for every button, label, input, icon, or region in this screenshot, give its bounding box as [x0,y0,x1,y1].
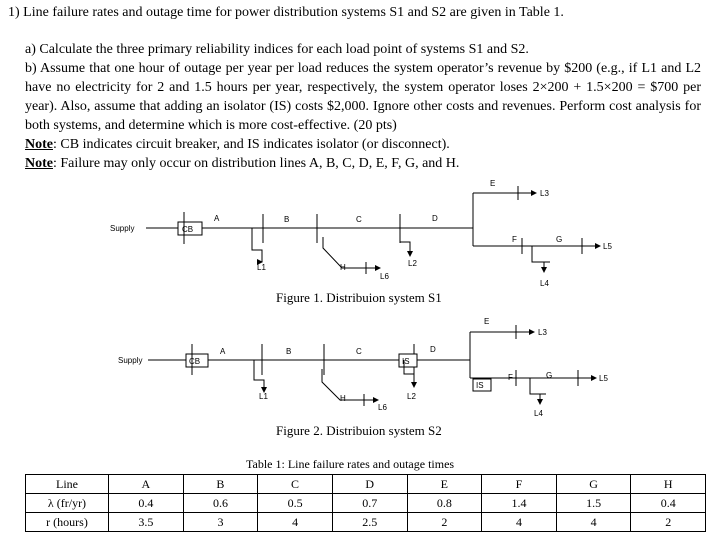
fig2-load-L6: L6 [378,403,387,412]
table-header-cell: B [183,475,258,494]
fig2-load-L5: L5 [599,374,608,383]
table-cell: 1.4 [482,494,557,513]
table-cell: 0.8 [407,494,482,513]
table-cell: 3.5 [109,513,184,532]
figure-1-caption: Figure 1. Distribuion system S1 [276,290,442,305]
table-cell: 0.6 [183,494,258,513]
fig2-line-G: G [546,371,553,380]
fig1-line-H: H [340,263,346,272]
table-cell: 0.7 [332,494,407,513]
table-caption: Table 1: Line failure rates and outage times [246,457,455,471]
table-header-cell: A [109,475,184,494]
fig1-load-L2: L2 [408,259,417,268]
note-1-label: Note [25,137,53,152]
table-cell: 2 [407,513,482,532]
fig2-is-label-1: IS [402,357,410,366]
fig1-line-G: G [556,235,563,244]
note-1-text: : CB indicates circuit breaker, and IS indicates isolator (or disconnect). [53,137,450,152]
fig2-line-D: D [430,345,436,354]
fig2-load-L2: L2 [407,392,416,401]
table-cell: 2 [631,513,706,532]
fig2-line-A: A [220,347,226,356]
fig1-line-D: D [432,214,438,223]
table-header-cell: H [631,475,706,494]
table-cell: 4 [258,513,333,532]
table-header-cell: Line [26,475,109,494]
fig1-line-B: B [284,215,290,224]
table-header-cell: F [482,475,557,494]
reliability-table [25,474,706,532]
table-cell: 4 [556,513,631,532]
fig1-load-L6: L6 [380,272,389,281]
fig2-load-L1: L1 [259,392,268,401]
table-cell: 2.5 [332,513,407,532]
table-cell: 0.4 [631,494,706,513]
fig2-line-F: F [508,373,513,382]
table-header-cell: E [407,475,482,494]
table-cell: 3 [183,513,258,532]
fig1-load-L1: L1 [257,263,266,272]
table-header-cell: D [332,475,407,494]
fig1-load-L5: L5 [603,242,612,251]
table-cell: 0.4 [109,494,184,513]
fig1-supply-label: Supply [110,224,135,233]
fig1-line-A: A [214,214,220,223]
fig1-load-L3: L3 [540,189,549,198]
fig1-cb-label: CB [182,225,194,234]
table-cell: 0.5 [258,494,333,513]
table-cell: 1.5 [556,494,631,513]
fig2-load-L3: L3 [538,328,547,337]
fig2-line-E: E [484,317,490,326]
table-header-cell: C [258,475,333,494]
fig2-line-C: C [356,347,362,356]
fig1-load-L4: L4 [540,279,549,288]
fig2-is-label-2: IS [476,381,484,390]
table-row [26,513,706,532]
fig1-line-F: F [512,235,517,244]
figure-2 [148,325,596,406]
table-header-row [26,475,706,494]
table-header-cell: G [556,475,631,494]
fig2-cb-label: CB [189,357,201,366]
part-a-text: a) Calculate the three primary reliability indices for each load point of systems S1 and S2. [25,42,529,57]
figure-2-caption: Figure 2. Distribuion system S2 [276,423,442,438]
fig2-load-L4: L4 [534,409,543,418]
table-row [26,494,706,513]
note-2-label: Note [25,156,53,171]
table-cell: r (hours) [26,513,109,532]
fig1-line-E: E [490,179,496,188]
table-cell: λ (fr/yr) [26,494,109,513]
fig2-supply-label: Supply [118,356,143,365]
fig2-line-B: B [286,347,292,356]
part-b-text: b) Assume that one hour of outage per year per load reduces the system operator’s revenue by $200 (e.g., if L1 and L2 have no electricity for 2 and 1.5 hours per year, respectively, the system operator loses 2×200 + 1.5×200 = $700 per year). Also, assume that adding an isolator (IS) costs $2,000. Ignore other costs and revenues. Perform cost analysis for both systems, and determine which is more cost-effective. (20 pts) [25,61,701,133]
question-title: 1) Line failure rates and outage time for power distribution systems S1 and S2 are given in Table 1. [8,5,564,20]
figure-1 [146,186,600,274]
note-2-text: : Failure may only occur on distribution lines A, B, C, D, E, F, G, and H. [53,156,460,171]
fig2-line-H: H [340,394,346,403]
table-cell: 4 [482,513,557,532]
figure-1-labels [110,179,612,288]
fig1-line-C: C [356,215,362,224]
